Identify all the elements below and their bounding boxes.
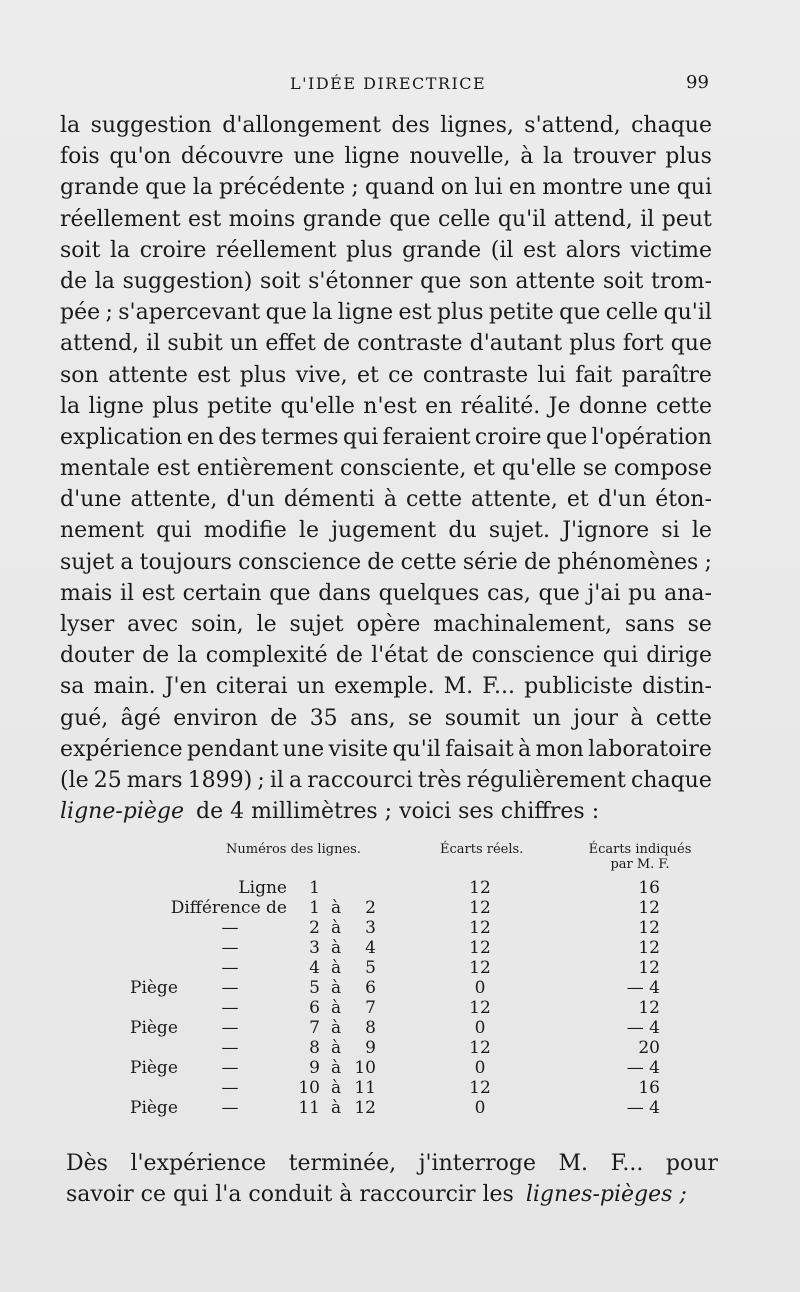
to-word: à	[331, 978, 342, 998]
ditto-dash: —	[221, 978, 239, 998]
to-word: à	[331, 1038, 342, 1058]
line-to: 11	[354, 1078, 376, 1098]
table-row	[0, 1078, 800, 1098]
paragraph-line: de la suggestion) soit s'étonner que son attente soit trom-	[60, 268, 712, 294]
to-word: à	[331, 958, 342, 978]
ditto-dash: —	[221, 1098, 239, 1118]
trap-label: Piège	[130, 978, 178, 998]
paragraph-line: son attente est plus vive, et ce contraste lui fait paraître	[60, 362, 712, 388]
line-from: 5	[309, 978, 320, 998]
to-word: à	[331, 1018, 342, 1038]
trap-label: Piège	[130, 1098, 178, 1118]
paragraph-line: explication en des termes qui feraient croire que l'opération	[60, 424, 712, 450]
ditto-dash: —	[221, 958, 239, 978]
line-to: 6	[365, 978, 376, 998]
real-gap-cell: 0	[474, 1098, 486, 1118]
line-from: 7	[309, 1018, 320, 1038]
paragraph-line: sujet a toujours conscience de cette série de phénomènes ;	[60, 549, 712, 575]
line-rest: de 4 millimètres ; voici ses chiffres :	[196, 799, 600, 825]
real-gap-cell: 12	[469, 1038, 491, 1058]
real-gap-cell: 12	[469, 1078, 491, 1098]
paragraph-line: (le 25 mars 1899) ; il a raccourci très régulièrement chaque	[60, 767, 712, 793]
main-paragraph	[60, 110, 712, 827]
table-row	[0, 1098, 800, 1118]
paragraph-line: grande que la précédente ; quand on lui en montre une qui	[60, 175, 712, 201]
real-gap-cell: 12	[469, 958, 491, 978]
to-word: à	[331, 918, 342, 938]
row-label: Ligne	[238, 878, 287, 898]
indicated-gap-cell: — 4	[626, 1018, 660, 1038]
paragraph-line: attend, il subit un effet de contraste d'autant plus fort que	[60, 331, 712, 357]
italic-term: ligne-piège	[60, 799, 185, 825]
line-from: 3	[309, 938, 320, 958]
line-to: 4	[365, 938, 376, 958]
page-number: 99	[686, 72, 709, 93]
indicated-gap-cell: 20	[638, 1038, 660, 1058]
indicated-gap-cell: 16	[638, 878, 660, 898]
paragraph-line: douter de la complexité de l'état de conscience qui dirige	[60, 643, 712, 669]
paragraph-line-last	[60, 796, 712, 827]
row-label: Différence de	[170, 898, 287, 918]
indicated-gap-cell: 12	[638, 898, 660, 918]
table-header-lines: Numéros des lignes.	[226, 842, 361, 857]
real-gap-cell: 0	[474, 1058, 486, 1078]
paragraph-line: sa main. J'en citerai un exemple. M. F... publiciste distin-	[60, 674, 712, 700]
line-from: 6	[309, 998, 320, 1018]
table-row	[0, 918, 800, 938]
table-row	[0, 898, 800, 918]
indicated-gap-cell: 16	[638, 1078, 660, 1098]
paragraph-line: fois qu'on découvre une ligne nouvelle, à la trouver plus	[60, 144, 712, 170]
real-gap-cell: 12	[469, 938, 491, 958]
italic-term: lignes-pièges ;	[525, 1182, 687, 1208]
real-gap-cell: 12	[469, 898, 491, 918]
ditto-dash: —	[221, 1038, 239, 1058]
real-gap-cell: 12	[469, 918, 491, 938]
paragraph-line: la ligne plus petite qu'elle n'est en réalité. Je donne cette	[60, 393, 712, 419]
paragraph-line: gué, âgé environ de 35 ans, se soumit un jour à cette	[60, 705, 712, 731]
table-row	[0, 1038, 800, 1058]
paragraph-line: la suggestion d'allongement des lignes, s'attend, chaque	[60, 113, 712, 138]
paragraph-line: lyser avec soin, le sujet opère machinalement, sans se	[60, 612, 712, 637]
table-row	[0, 998, 800, 1018]
line-to: 10	[354, 1058, 376, 1078]
table-row	[0, 978, 800, 998]
paragraph-line: d'une attente, d'un démenti à cette attente, et d'un éton-	[60, 487, 712, 513]
indicated-gap-cell: — 4	[626, 1098, 660, 1118]
to-word: à	[331, 898, 342, 918]
trap-label: Piège	[130, 1058, 178, 1078]
line-to: 5	[365, 958, 376, 978]
line-from: 1	[309, 878, 320, 898]
table-row	[0, 938, 800, 958]
table-header-indicated-line2: par M. F.	[610, 857, 670, 872]
line-to: 9	[365, 1038, 376, 1058]
line-to: 7	[365, 998, 376, 1018]
line-from: 2	[309, 918, 320, 938]
line-from: 4	[309, 958, 320, 978]
ditto-dash: —	[221, 1018, 239, 1038]
paragraph-line	[66, 1179, 718, 1210]
running-header	[0, 72, 800, 96]
to-word: à	[331, 1098, 342, 1118]
table-row	[0, 878, 800, 898]
table-header-indicated	[580, 842, 700, 872]
real-gap-cell: 12	[469, 998, 491, 1018]
line-from: 9	[309, 1058, 320, 1078]
line-from: 1	[309, 898, 320, 918]
to-word: à	[331, 998, 342, 1018]
paragraph-line: mentale est entièrement consciente, et qu'elle se compose	[60, 456, 712, 482]
indicated-gap-cell: — 4	[626, 978, 660, 998]
paragraph-line: Dès l'expérience terminée, j'interroge M. F... pour	[66, 1151, 718, 1176]
to-word: à	[331, 938, 342, 958]
header-title: L'IDÉE DIRECTRICE	[290, 74, 487, 93]
line-to: 2	[365, 898, 376, 918]
table-row	[0, 1018, 800, 1038]
following-paragraph	[66, 1148, 718, 1210]
line-from: 10	[298, 1078, 320, 1098]
ditto-dash: —	[221, 1078, 239, 1098]
ditto-dash: —	[221, 938, 239, 958]
ditto-dash: —	[221, 918, 239, 938]
real-gap-cell: 12	[469, 878, 491, 898]
table-row	[0, 1058, 800, 1078]
line-text: savoir ce qui l'a conduit à raccourcir les	[66, 1182, 514, 1208]
paragraph-line: soit la croire réellement plus grande (il est alors victime	[60, 237, 712, 263]
indicated-gap-cell: 12	[638, 998, 660, 1018]
paragraph-line: expérience pendant une visite qu'il faisait à mon laboratoire	[60, 736, 712, 762]
trap-label: Piège	[130, 1018, 178, 1038]
real-gap-cell: 0	[474, 1018, 486, 1038]
table-header-indicated-line1: Écarts indiqués	[588, 842, 692, 857]
line-to: 3	[365, 918, 376, 938]
paragraph-line: mais il est certain que dans quelques cas, que j'ai pu ana-	[60, 580, 712, 606]
line-to: 12	[354, 1098, 376, 1118]
to-word: à	[331, 1058, 342, 1078]
table-row	[0, 958, 800, 978]
line-to: 8	[365, 1018, 376, 1038]
indicated-gap-cell: 12	[638, 918, 660, 938]
paragraph-line: pée ; s'apercevant que la ligne est plus petite que celle qu'il	[60, 300, 712, 326]
paragraph-line: nement qui modifie le jugement du sujet. J'ignore si le	[60, 518, 712, 544]
to-word: à	[331, 1078, 342, 1098]
ditto-dash: —	[221, 998, 239, 1018]
line-from: 11	[298, 1098, 320, 1118]
table-header-real: Écarts réels.	[440, 842, 524, 857]
indicated-gap-cell: — 4	[626, 1058, 660, 1078]
indicated-gap-cell: 12	[638, 958, 660, 978]
real-gap-cell: 0	[474, 978, 486, 998]
ditto-dash: —	[221, 1058, 239, 1078]
line-from: 8	[309, 1038, 320, 1058]
indicated-gap-cell: 12	[638, 938, 660, 958]
paragraph-line: réellement est moins grande que celle qu'il attend, il peut	[60, 206, 712, 232]
